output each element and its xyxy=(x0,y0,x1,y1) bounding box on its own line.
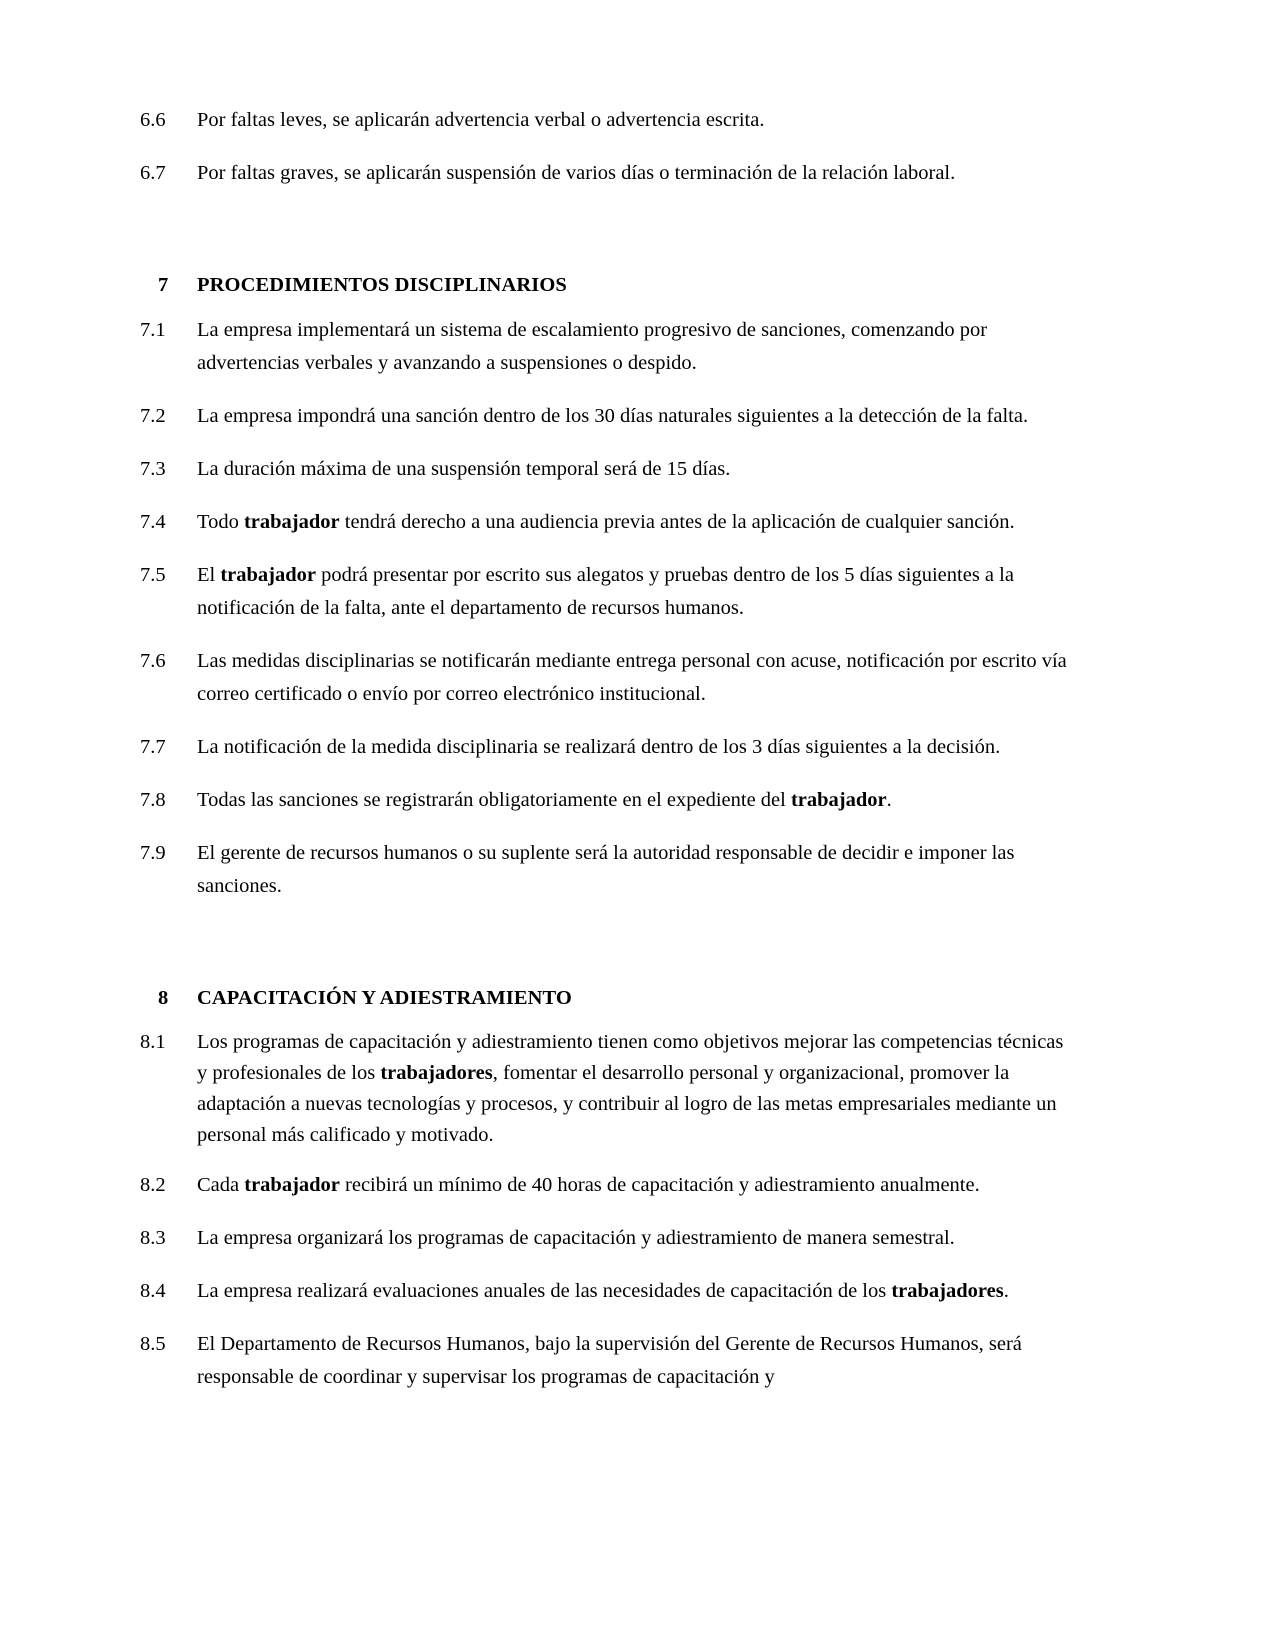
section-title: CAPACITACIÓN Y ADIESTRAMIENTO xyxy=(197,987,572,1009)
clause-number: 7.3 xyxy=(140,458,166,480)
emphasis-term: trabajadores xyxy=(380,1062,493,1084)
text-run: El Departamento de Recursos Humanos, bajo la supervisión del Gerente de Recursos Humanos, será responsable de coordinar y supervisar los programas de capacitación y xyxy=(197,1333,1022,1388)
section-spacer xyxy=(140,210,1070,270)
clause-7-2 xyxy=(140,400,1070,433)
clause-7-9 xyxy=(140,837,1070,903)
clause-number: 7.6 xyxy=(140,650,166,672)
clause-8-5 xyxy=(140,1328,1070,1394)
text-run: Todas las sanciones se registrarán obligatoriamente en el expediente del xyxy=(197,789,791,811)
clause-text xyxy=(197,837,1070,903)
section-spacer xyxy=(140,1013,1070,1027)
section-spacer xyxy=(140,300,1070,314)
text-run: . xyxy=(1003,1280,1009,1302)
clause-number: 8.3 xyxy=(140,1227,166,1249)
text-run: La empresa implementará un sistema de escalamiento progresivo de sanciones, comenzando por advertencias verbales y avanzando a suspensiones o despido. xyxy=(197,319,988,374)
clause-text xyxy=(197,1027,1070,1151)
text-run: Por faltas graves, se aplicarán suspensión de varios días o terminación de la relación laboral. xyxy=(197,162,956,184)
clause-text xyxy=(197,104,1070,137)
clause-text xyxy=(197,506,1070,539)
clause-text xyxy=(197,1222,1070,1255)
clause-7-8 xyxy=(140,784,1070,817)
emphasis-term: trabajador xyxy=(243,511,340,533)
clause-6-7 xyxy=(140,157,1070,190)
text-run: tendrá derecho a una audiencia previa antes de la aplicación de cualquier sanción. xyxy=(339,511,1015,533)
text-run: Las medidas disciplinarias se notificarán mediante entrega personal con acuse, notificación por escrito vía correo certificado o envío por correo electrónico institucional. xyxy=(197,650,1067,705)
clause-text xyxy=(197,731,1070,764)
clause-text xyxy=(197,1275,1070,1308)
clause-number: 7.8 xyxy=(140,789,166,811)
clause-number: 8.2 xyxy=(140,1174,166,1196)
clause-number: 8.4 xyxy=(140,1280,166,1302)
clause-number: 7.1 xyxy=(140,319,166,341)
clause-text xyxy=(197,453,1070,486)
text-run: La empresa impondrá una sanción dentro de los 30 días naturales siguientes a la detección de la falta. xyxy=(197,405,1029,427)
text-run: La duración máxima de una suspensión temporal será de 15 días. xyxy=(197,458,731,480)
clause-7-6 xyxy=(140,645,1070,711)
text-run: La empresa realizará evaluaciones anuales de las necesidades de capacitación de los xyxy=(197,1280,892,1302)
clause-7-4 xyxy=(140,506,1070,539)
clause-text xyxy=(197,314,1070,380)
text-run: El gerente de recursos humanos o su suplente será la autoridad responsable de decidir e imponer las sanciones. xyxy=(197,842,1015,897)
text-run: recibirá un mínimo de 40 horas de capacitación y adiestramiento anualmente. xyxy=(339,1174,980,1196)
section-spacer xyxy=(140,923,1070,983)
clause-text xyxy=(197,784,1070,817)
clause-7-1 xyxy=(140,314,1070,380)
clause-8-4 xyxy=(140,1275,1070,1308)
emphasis-term: trabajador xyxy=(790,789,887,811)
section-7 xyxy=(140,270,1070,300)
clause-8-2 xyxy=(140,1169,1070,1202)
emphasis-term: trabajador xyxy=(244,1174,340,1196)
clause-text xyxy=(197,1169,1070,1202)
text-run: Cada xyxy=(197,1174,245,1196)
emphasis-term: trabajadores xyxy=(891,1280,1004,1302)
text-run: Los programas de capacitación y adiestramiento tienen como objetivos mejorar las competencias técnicas y profesionales de los xyxy=(197,1031,1064,1084)
clause-number: 7.2 xyxy=(140,405,166,427)
clause-7-3 xyxy=(140,453,1070,486)
clause-8-3 xyxy=(140,1222,1070,1255)
clause-8-1 xyxy=(140,1027,1070,1151)
clause-6-6 xyxy=(140,104,1070,137)
clause-number: 7.7 xyxy=(140,736,166,758)
text-run: El xyxy=(197,564,221,586)
text-run: Todo xyxy=(197,511,244,533)
clause-number: 8.1 xyxy=(140,1031,166,1053)
clause-text xyxy=(197,1328,1070,1394)
clause-number: 7.5 xyxy=(140,564,166,586)
clause-text xyxy=(197,645,1070,711)
text-run: Por faltas leves, se aplicarán advertencia verbal o advertencia escrita. xyxy=(197,109,765,131)
clause-number: 6.7 xyxy=(140,162,166,184)
emphasis-term: trabajador xyxy=(220,564,316,586)
clause-number: 7.4 xyxy=(140,511,166,533)
text-run: La empresa organizará los programas de capacitación y adiestramiento de manera semestral. xyxy=(197,1227,955,1249)
section-number: 8 xyxy=(158,987,169,1009)
section-number: 7 xyxy=(158,274,169,296)
text-run: podrá presentar por escrito sus alegatos y pruebas dentro de los 5 días siguientes a la notificación de la falta, ante el departamento de recursos humanos. xyxy=(197,564,1014,619)
clause-text xyxy=(197,559,1070,625)
clause-number: 8.5 xyxy=(140,1333,166,1355)
clause-number: 6.6 xyxy=(140,109,166,131)
text-run: , fomentar el desarrollo personal y organizacional, promover la adaptación a nuevas tecnologías y procesos, y contribuir al logro de las metas empresariales mediante un personal más calificado y motivado. xyxy=(197,1062,1057,1146)
section-title: PROCEDIMIENTOS DISCIPLINARIOS xyxy=(197,274,567,296)
document-body xyxy=(140,104,1070,1414)
clause-text xyxy=(197,157,1070,190)
text-run: . xyxy=(886,789,892,811)
clause-7-7 xyxy=(140,731,1070,764)
section-8 xyxy=(140,983,1070,1013)
clause-7-5 xyxy=(140,559,1070,625)
clause-text xyxy=(197,400,1070,433)
clause-number: 7.9 xyxy=(140,842,166,864)
text-run: La notificación de la medida disciplinaria se realizará dentro de los 3 días siguientes a la decisión. xyxy=(197,736,1001,758)
